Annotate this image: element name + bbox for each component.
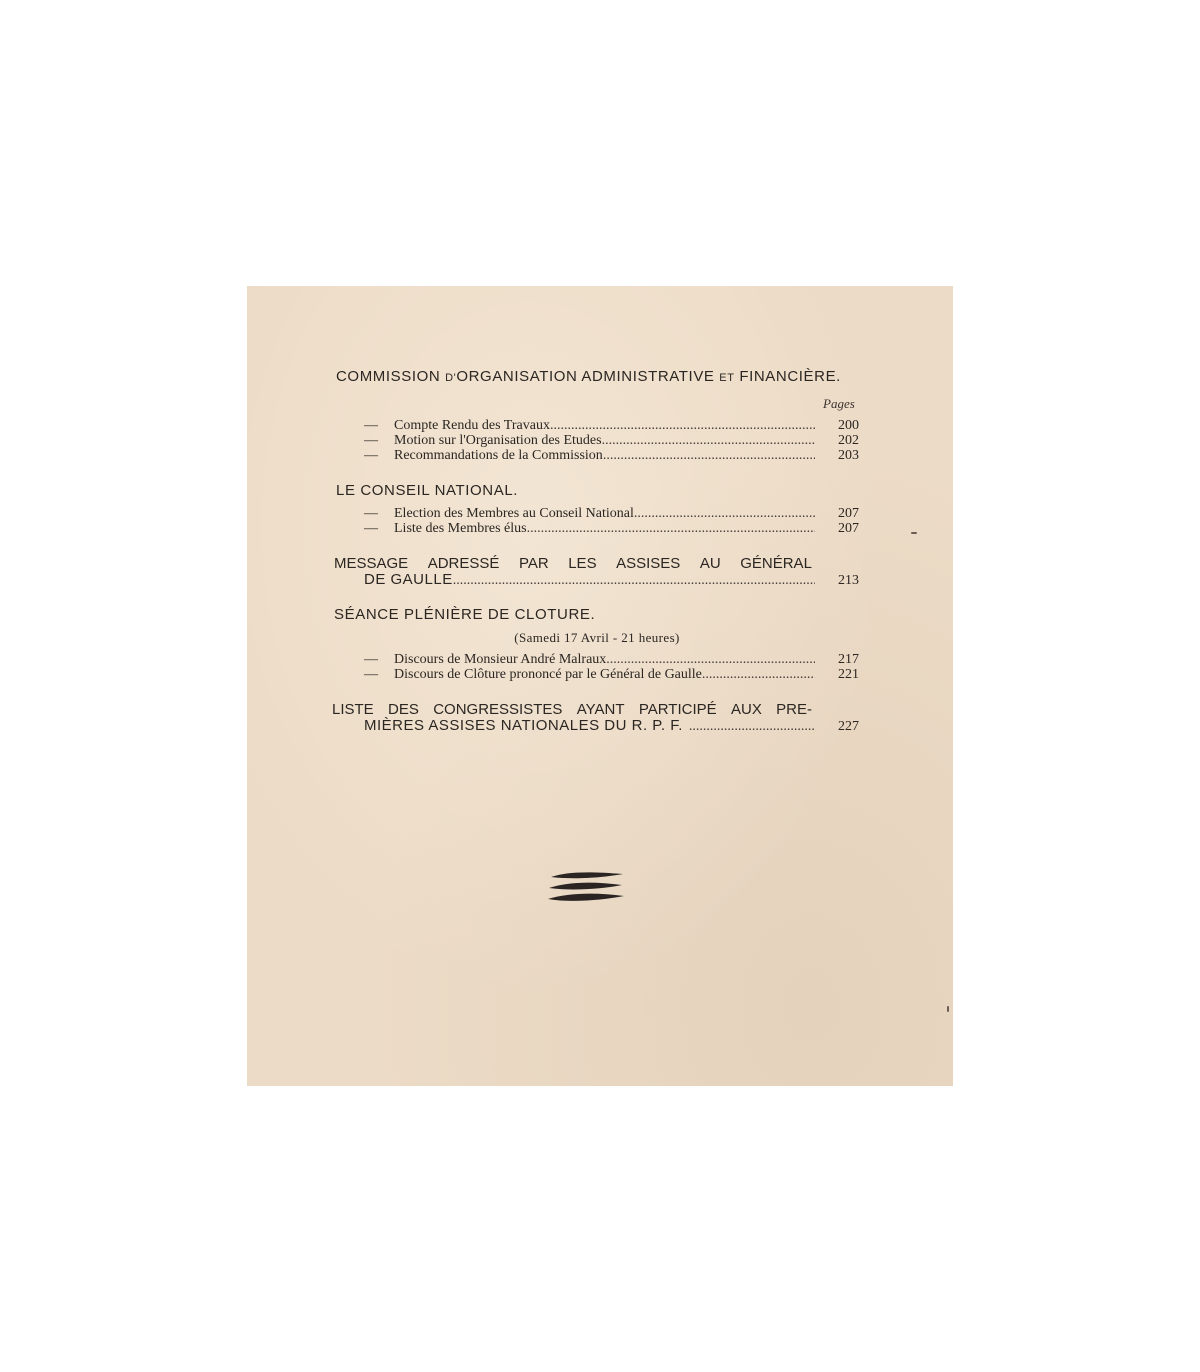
entry-page-number: 217 bbox=[838, 652, 859, 667]
entry-dash: — bbox=[364, 521, 378, 536]
entry-page-number: 207 bbox=[838, 521, 859, 536]
dot-leader bbox=[603, 448, 815, 463]
paper-speck bbox=[947, 1006, 949, 1012]
section-title-commission bbox=[336, 368, 841, 385]
entry-label: Discours de Clôture prononcé par le Général de Gaulle bbox=[394, 667, 702, 682]
entry-page-number: 227 bbox=[838, 719, 859, 734]
entry-label: MIÈRES ASSISES NATIONALES DU R. P. F. bbox=[364, 717, 683, 734]
title-part-small-caps: D' bbox=[445, 372, 457, 384]
toc-entry[interactable] bbox=[364, 448, 859, 463]
title-word: GÉNÉRAL bbox=[740, 555, 812, 572]
entry-page-number: 200 bbox=[838, 418, 859, 433]
seance-subtitle: (Samedi 17 Avril - 21 heures) bbox=[514, 630, 680, 645]
toc-entry-liste[interactable] bbox=[364, 718, 859, 734]
dot-leader bbox=[602, 433, 815, 448]
toc-entry[interactable] bbox=[364, 433, 859, 448]
entry-page-number: 213 bbox=[838, 573, 859, 588]
entry-label: Election des Membres au Conseil National bbox=[394, 506, 634, 521]
title-word: LES bbox=[568, 555, 597, 572]
entry-label: Motion sur l'Organisation des Etudes bbox=[394, 433, 602, 448]
entry-page-number: 207 bbox=[838, 506, 859, 521]
entry-label: Recommandations de la Commission bbox=[394, 448, 603, 463]
dot-leader bbox=[683, 719, 815, 734]
title-word: AUX bbox=[730, 701, 762, 718]
title-word: MESSAGE bbox=[334, 555, 409, 572]
entry-dash: — bbox=[364, 652, 378, 667]
entry-page-number: 203 bbox=[838, 448, 859, 463]
title-word: PAR bbox=[518, 555, 549, 572]
section-title-message bbox=[334, 555, 812, 572]
entry-label: DE GAULLE bbox=[364, 571, 453, 588]
toc-entry[interactable] bbox=[364, 521, 859, 536]
section-title-conseil: LE CONSEIL NATIONAL. bbox=[336, 482, 519, 499]
title-word: CONGRESSISTES bbox=[433, 701, 563, 718]
toc-group-commission bbox=[364, 418, 859, 463]
title-word: AU bbox=[699, 555, 721, 572]
title-word: AYANT bbox=[576, 701, 625, 718]
entry-dash: — bbox=[364, 506, 378, 521]
dot-leader bbox=[702, 667, 815, 682]
paper-speck bbox=[911, 532, 917, 534]
toc-entry[interactable] bbox=[364, 418, 859, 433]
document-page bbox=[247, 286, 953, 1086]
section-title-seance: SÉANCE PLÉNIÈRE DE CLOTURE. bbox=[334, 606, 596, 623]
entry-label: Discours de Monsieur André Malraux bbox=[394, 652, 607, 667]
entry-page-number: 202 bbox=[838, 433, 859, 448]
section-title-liste bbox=[332, 701, 812, 718]
pages-column-label: Pages bbox=[823, 396, 855, 411]
title-part: FINANCIÈRE. bbox=[734, 368, 841, 385]
entry-page-number: 221 bbox=[838, 667, 859, 682]
toc-group-seance bbox=[364, 652, 859, 682]
dot-leader bbox=[527, 521, 815, 536]
toc-group-conseil bbox=[364, 506, 859, 536]
title-word: PARTICIPÉ bbox=[638, 701, 717, 718]
entry-dash: — bbox=[364, 667, 378, 682]
title-part: ORGANISATION ADMINISTRATIVE bbox=[456, 368, 720, 385]
dot-leader bbox=[453, 573, 815, 588]
title-part: COMMISSION bbox=[336, 368, 446, 385]
title-word: PRE- bbox=[776, 701, 812, 718]
title-part-small-caps: ET bbox=[719, 372, 735, 384]
toc-entry[interactable] bbox=[364, 652, 859, 667]
dot-leader bbox=[550, 418, 815, 433]
entry-label: Compte Rendu des Travaux bbox=[394, 418, 550, 433]
toc-entry[interactable] bbox=[364, 667, 859, 682]
dot-leader bbox=[634, 506, 815, 521]
title-word: ADRESSÉ bbox=[427, 555, 500, 572]
decorative-rule-icon bbox=[547, 868, 625, 904]
title-word: ASSISES bbox=[616, 555, 681, 572]
title-word: DES bbox=[388, 701, 419, 718]
entry-dash: — bbox=[364, 418, 378, 433]
entry-label: Liste des Membres élus bbox=[394, 521, 527, 536]
entry-dash: — bbox=[364, 433, 378, 448]
toc-entry-message[interactable] bbox=[364, 572, 859, 588]
dot-leader bbox=[606, 652, 815, 667]
title-word: LISTE bbox=[332, 701, 374, 718]
entry-dash: — bbox=[364, 448, 378, 463]
toc-entry[interactable] bbox=[364, 506, 859, 521]
